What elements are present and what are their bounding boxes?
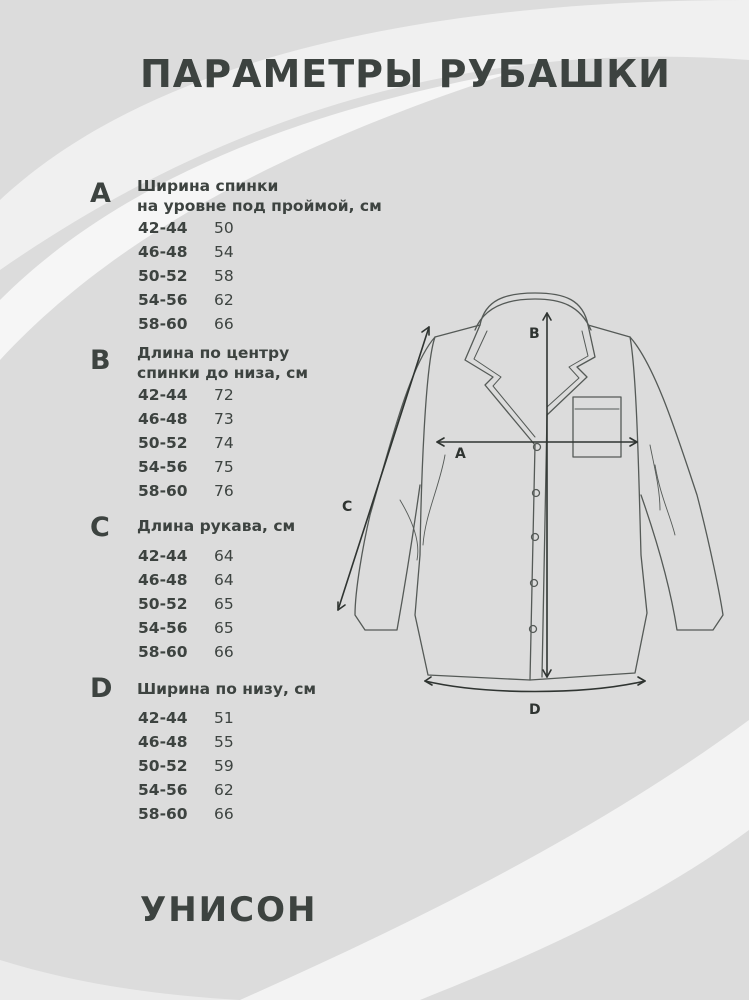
size-label: 42-44 <box>138 219 188 237</box>
size-label: 46-48 <box>138 571 188 589</box>
size-value: 73 <box>214 410 234 428</box>
size-label: 50-52 <box>138 595 188 613</box>
size-value: 51 <box>214 709 234 727</box>
size-label: 58-60 <box>138 482 188 500</box>
size-label: 54-56 <box>138 619 188 637</box>
section-c-letter: C <box>90 512 110 543</box>
section-a-heading-line-2: на уровне под проймой, см <box>137 197 382 215</box>
dimension-label-d: D <box>529 702 541 718</box>
size-value: 65 <box>214 595 234 613</box>
section-d-heading-line-1: Ширина по низу, см <box>137 680 317 698</box>
size-value: 58 <box>214 267 234 285</box>
size-label: 46-48 <box>138 243 188 261</box>
section-b-heading-line-2: спинки до низа, см <box>137 364 308 382</box>
size-label: 58-60 <box>138 315 188 333</box>
size-label: 46-48 <box>138 410 188 428</box>
section-c-heading-line-1: Длина рукава, см <box>137 517 296 535</box>
size-value: 66 <box>214 315 234 333</box>
size-value: 62 <box>214 291 234 309</box>
size-value: 76 <box>214 482 234 500</box>
size-value: 66 <box>214 805 234 823</box>
size-label: 42-44 <box>138 386 188 404</box>
size-label: 42-44 <box>138 709 188 727</box>
size-value: 55 <box>214 733 234 751</box>
section-b-heading-line-1: Длина по центру <box>137 344 290 362</box>
size-value: 54 <box>214 243 234 261</box>
size-label: 50-52 <box>138 757 188 775</box>
section-b-letter: B <box>90 345 111 376</box>
size-value: 62 <box>214 781 234 799</box>
size-value: 66 <box>214 643 234 661</box>
size-value: 65 <box>214 619 234 637</box>
size-label: 58-60 <box>138 643 188 661</box>
size-label: 54-56 <box>138 458 188 476</box>
shirt-diagram <box>325 285 735 730</box>
size-label: 50-52 <box>138 434 188 452</box>
brand-logo: УНИСОН <box>140 890 318 930</box>
dimension-label-b: B <box>529 326 540 342</box>
size-label: 42-44 <box>138 547 188 565</box>
size-label: 50-52 <box>138 267 188 285</box>
section-a-heading-line-1: Ширина спинки <box>137 177 279 195</box>
size-value: 75 <box>214 458 234 476</box>
size-value: 64 <box>214 547 234 565</box>
section-a-letter: A <box>90 178 111 209</box>
size-value: 50 <box>214 219 234 237</box>
section-d-letter: D <box>90 673 113 704</box>
size-value: 64 <box>214 571 234 589</box>
size-label: 46-48 <box>138 733 188 751</box>
dimension-label-c: C <box>342 499 353 515</box>
size-label: 58-60 <box>138 805 188 823</box>
size-label: 54-56 <box>138 781 188 799</box>
size-value: 59 <box>214 757 234 775</box>
page-title: ПАРАМЕТРЫ РУБАШКИ <box>140 52 671 96</box>
size-label: 54-56 <box>138 291 188 309</box>
size-value: 72 <box>214 386 234 404</box>
dimension-label-a: A <box>455 446 466 462</box>
size-value: 74 <box>214 434 234 452</box>
